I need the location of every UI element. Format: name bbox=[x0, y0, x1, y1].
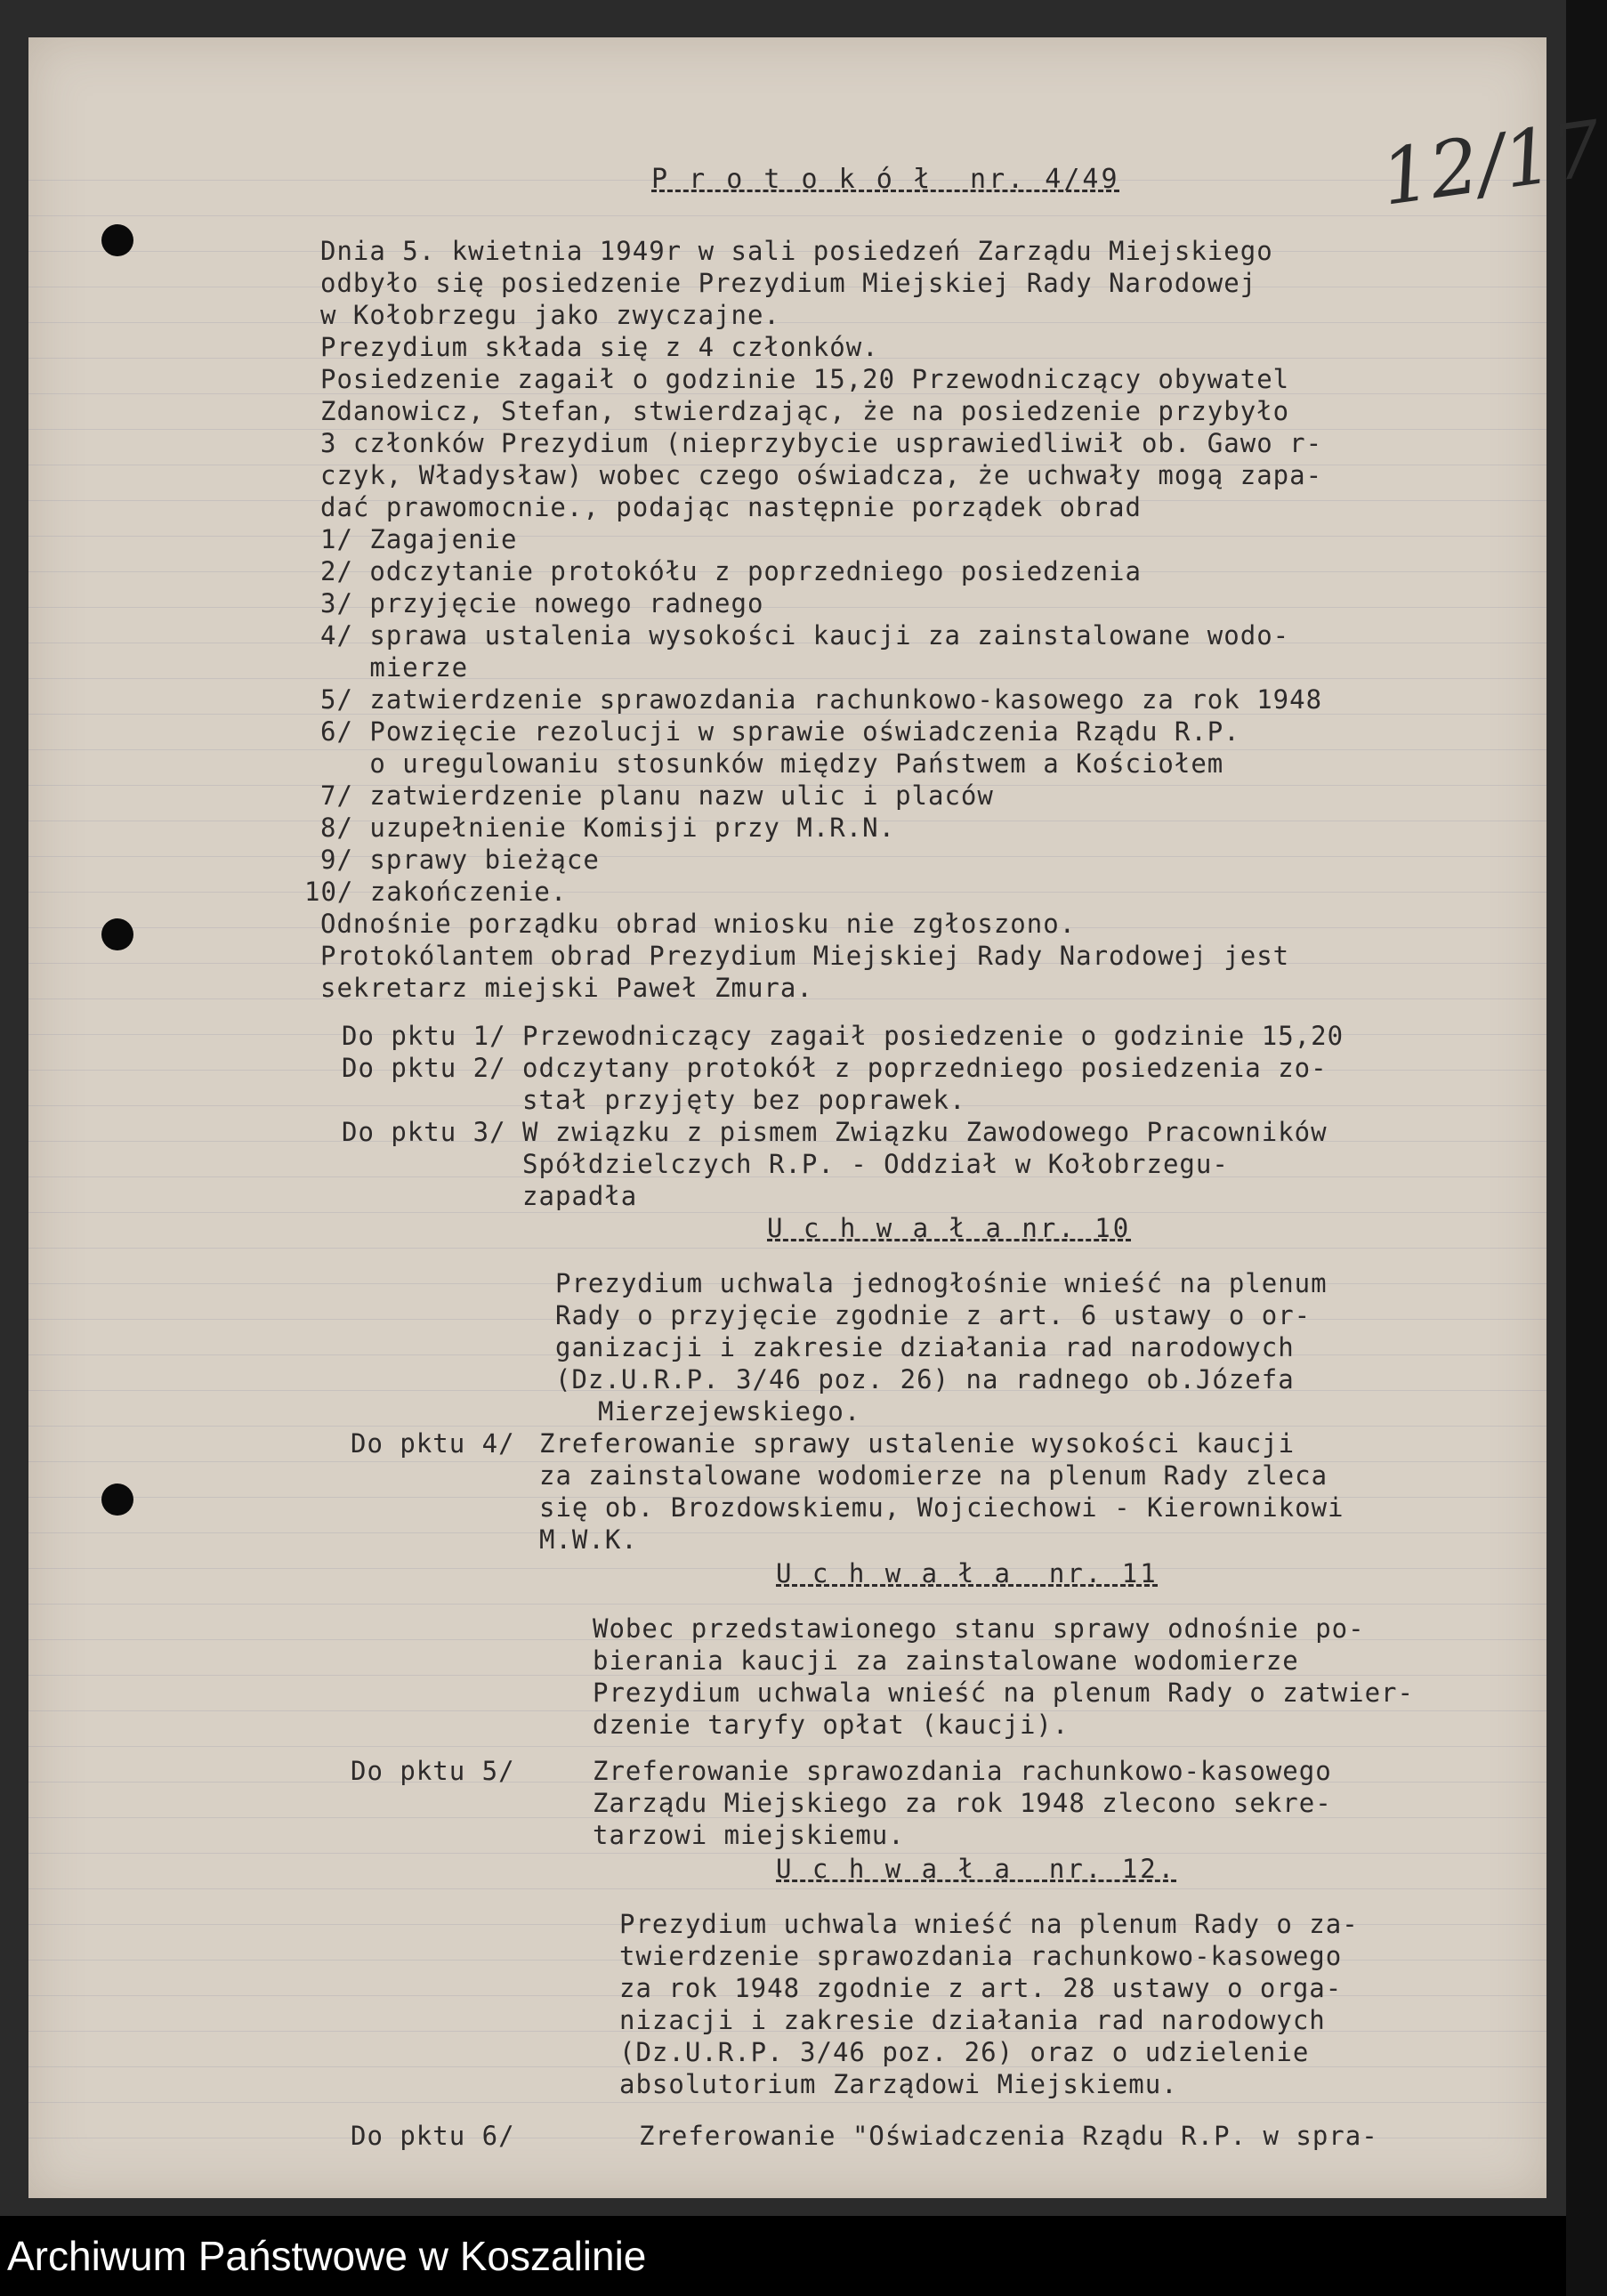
text-line: Rady o przyjęcie zgodnie z art. 6 ustawy o or- bbox=[555, 1300, 1312, 1330]
text-line: M.W.K. bbox=[539, 1524, 638, 1555]
text-line: Prezydium składa się z 4 członków. bbox=[320, 332, 879, 362]
punch-hole bbox=[101, 224, 133, 256]
text-line: ganizacji i zakresie działania rad narodowych bbox=[555, 1332, 1295, 1362]
agenda-item: 3/ przyjęcie nowego radnego bbox=[320, 588, 764, 618]
text-line: Do pktu 3/ W związku z pismem Związku Zawodowego Pracowników bbox=[342, 1117, 1328, 1147]
agenda-item: mierze bbox=[320, 652, 469, 683]
agenda-item: 2/ odczytanie protokółu z poprzedniego posiedzenia bbox=[320, 556, 1142, 586]
text-line: Mierzejewskiego. bbox=[598, 1396, 861, 1427]
text-line: Spółdzielczych R.P. - Oddział w Kołobrzegu- bbox=[342, 1149, 1229, 1179]
text-line: Protokólantem obrad Prezydium Miejskiej Rady Narodowej jest bbox=[320, 941, 1290, 971]
agenda-item: 10/ zakończenie. bbox=[304, 877, 568, 907]
punch-hole bbox=[101, 1484, 133, 1516]
text-line: Prezydium uchwala wnieść na plenum Rady o za- bbox=[619, 1909, 1359, 1939]
text-line: Zreferowanie "Oświadczenia Rządu R.P. w spra- bbox=[639, 2121, 1378, 2151]
text-line: czyk, Władysław) wobec czego oświadcza, że uchwały mogą zapa- bbox=[320, 460, 1323, 490]
text-line: za rok 1948 zgodnie z art. 28 ustawy o orga- bbox=[619, 1973, 1343, 2003]
agenda-item: 5/ zatwierdzenie sprawozdania rachunkowo-kasowego za rok 1948 bbox=[320, 684, 1323, 715]
agenda-item: 7/ zatwierdzenie planu nazw ulic i placów bbox=[320, 780, 994, 811]
text-line: twierdzenie sprawozdania rachunkowo-kasowego bbox=[619, 1941, 1343, 1971]
text-line: Posiedzenie zagaił o godzinie 15,20 Przewodniczący obywatel bbox=[320, 364, 1290, 394]
document-page bbox=[28, 37, 1607, 2198]
text-line: Zdanowicz, Stefan, stwierdzając, że na posiedzenie przybyło bbox=[320, 396, 1290, 426]
archive-name: Archiwum Państwowe w Koszalinie bbox=[7, 2233, 647, 2279]
text-line: Zreferowanie sprawy ustalenie wysokości kaucji bbox=[539, 1428, 1296, 1459]
text-line: dać prawomocnie., podając następnie porządek obrad bbox=[320, 492, 1142, 522]
text-line: stał przyjęty bez poprawek. bbox=[342, 1085, 966, 1115]
document-title: P r o t o k ó ł nr. 4/49 bbox=[651, 164, 1120, 195]
resolution-heading: U c h w a ł a nr. 10 bbox=[767, 1213, 1132, 1243]
agenda-item: 1/ Zagajenie bbox=[320, 524, 518, 554]
text-line: Zreferowanie sprawozdania rachunkowo-kasowego bbox=[593, 1756, 1332, 1786]
text-line: się ob. Brozdowskiemu, Wojciechowi - Kierownikowi bbox=[539, 1492, 1345, 1523]
text-line: nizacji i zakresie działania rad narodowych bbox=[619, 2005, 1326, 2035]
agenda-item: 6/ Powzięcie rezolucji w sprawie oświadczenia Rządu R.P. bbox=[320, 716, 1240, 747]
text-line: w Kołobrzegu jako zwyczajne. bbox=[320, 300, 780, 330]
text-line: Do pktu 6/ bbox=[351, 2121, 515, 2151]
text-line: tarzowi miejskiemu. bbox=[593, 1820, 905, 1850]
agenda-item: 9/ sprawy bieżące bbox=[320, 845, 600, 875]
resolution-heading: U c h w a ł a nr. 12. bbox=[776, 1854, 1177, 1884]
archive-footer-bar bbox=[0, 2216, 1566, 2296]
text-line: zapadła bbox=[342, 1181, 638, 1211]
agenda-item: 4/ sprawa ustalenia wysokości kaucji za zainstalowane wodo- bbox=[320, 620, 1290, 651]
text-line: Do pktu 5/ bbox=[351, 1756, 515, 1786]
text-line: za zainstalowane wodomierze na plenum Rady zleca bbox=[539, 1460, 1328, 1491]
text-line: Odnośnie porządku obrad wniosku nie zgłoszono. bbox=[320, 909, 1077, 939]
text-line: 3 członków Prezydium (nieprzybycie usprawiedliwił ob. Gawo r- bbox=[320, 428, 1323, 458]
text-line: dzenie taryfy opłat (kaucji). bbox=[593, 1710, 1070, 1740]
folio-number: 12/17 bbox=[1376, 104, 1607, 223]
resolution-heading: U c h w a ł a nr. 11 bbox=[776, 1558, 1159, 1589]
text-line: odbyło się posiedzenie Prezydium Miejskiej Rady Narodowej bbox=[320, 268, 1257, 298]
text-line: absolutorium Zarządowi Miejskiemu. bbox=[619, 2069, 1178, 2099]
text-line: Do pktu 1/ Przewodniczący zagaił posiedzenie o godzinie 15,20 bbox=[342, 1021, 1345, 1051]
text-line: Wobec przedstawionego stanu sprawy odnośnie po- bbox=[593, 1613, 1365, 1644]
text-line: sekretarz miejski Paweł Zmura. bbox=[320, 973, 813, 1003]
punch-hole bbox=[101, 918, 133, 950]
agenda-item: o uregulowaniu stosunków między Państwem a Kościołem bbox=[320, 748, 1224, 779]
text-line: (Dz.U.R.P. 3/46 poz. 26) oraz o udzielenie bbox=[619, 2037, 1310, 2067]
text-line: Dnia 5. kwietnia 1949r w sali posiedzeń Zarządu Miejskiego bbox=[320, 236, 1273, 266]
text-line: Do pktu 2/ odczytany protokół z poprzedniego posiedzenia zo- bbox=[342, 1053, 1328, 1083]
text-line: Prezydium uchwala wnieść na plenum Rady o zatwier- bbox=[593, 1678, 1414, 1708]
text-line: (Dz.U.R.P. 3/46 poz. 26) na radnego ob.Józefa bbox=[555, 1364, 1295, 1395]
text-line: bierania kaucji za zainstalowane wodomierze bbox=[593, 1645, 1299, 1676]
text-line: Prezydium uchwala jednogłośnie wnieść na plenum bbox=[555, 1268, 1328, 1298]
agenda-item: 8/ uzupełnienie Komisji przy M.R.N. bbox=[320, 812, 896, 843]
text-line: Zarządu Miejskiego za rok 1948 zlecono sekre- bbox=[593, 1788, 1332, 1818]
text-line: Do pktu 4/ bbox=[351, 1428, 515, 1459]
